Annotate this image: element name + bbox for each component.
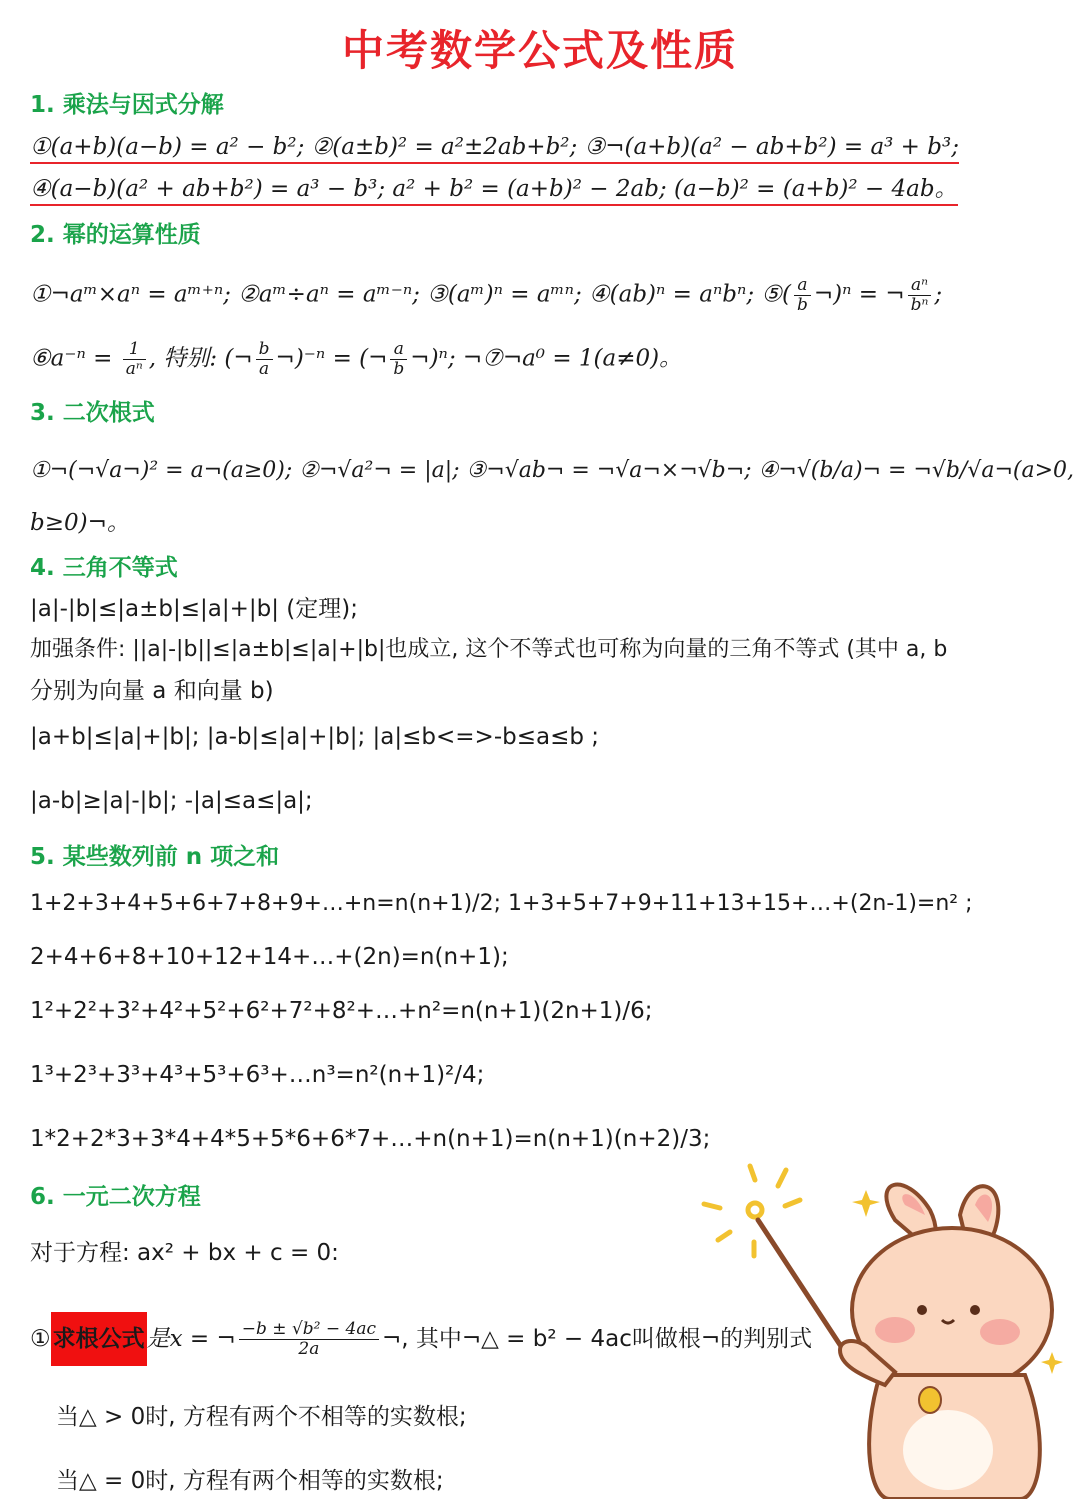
formula-text: ①¬aᵐ×aⁿ = aᵐ⁺ⁿ; ②aᵐ÷aⁿ = aᵐ⁻ⁿ; ③(aᵐ)ⁿ = aᵐⁿ; ④(ab)ⁿ = aⁿbⁿ; ⑤( — [30, 281, 791, 308]
page-title: 中考数学公式及性质 — [341, 26, 738, 75]
section-4-line-2: 加强条件: ||a|-|b||≤|a±b|≤|a|+|b|也成立, 这个不等式也可称为向量的三角不等式 (其中 a, b — [30, 637, 948, 662]
section-2-heading: 2. 幂的运算性质 — [30, 222, 201, 248]
section-1-heading: 1. 乘法与因式分解 — [30, 92, 224, 118]
formula-text: ⑥a⁻ⁿ = — [30, 345, 120, 372]
section-4-line-1: |a|-|b|≤|a±b|≤|a|+|b| (定理); — [30, 596, 358, 622]
formula-text: , 特别: (¬ — [148, 345, 253, 372]
section-6-heading: 6. 一元二次方程 — [30, 1184, 201, 1210]
fraction: $\frac{1}{\text{aⁿ}}$ — [123, 340, 146, 379]
formula-text: ; — [934, 281, 943, 308]
formula-text: ¬)ⁿ; ¬⑦¬a⁰ = 1(a≠0)。 — [410, 345, 683, 372]
formula-text: ①(a+b)(a−b) = a² − b²; ②(a±b)² = a²±2ab+b²; ③¬(a+b)(a² − ab+b²) = a³ + b³; — [30, 134, 959, 164]
section-5-line-4: 1³+2³+3³+4³+5³+6³+…n³=n²(n+1)²/4; — [30, 1062, 485, 1088]
quadratic-formula-fraction: $\frac{\text{−b ± √b² − 4ac}}{2a}$ — [239, 1320, 379, 1359]
section-2-line-2 — [30, 340, 682, 379]
fraction: $\frac{a}{b}$ — [794, 276, 811, 315]
formula-text: ④(a−b)(a² + ab+b²) = a³ − b³; a² + b² = (a+b)² − 2ab; (a−b)² = (a+b)² − 4ab。 — [30, 176, 958, 206]
highlight-label: 求根公式 — [51, 1312, 147, 1366]
section-4-line-5: |a-b|≥|a|-|b|; -|a|≤a≤|a|; — [30, 788, 313, 814]
fraction: $\frac{b}{a}$ — [256, 340, 273, 379]
section-3-heading: 3. 二次根式 — [30, 400, 155, 426]
pointer-stick — [758, 1220, 850, 1360]
section-5-line-5: 1*2+2*3+3*4+4*5+5*6+6*7+…+n(n+1)=n(n+1)(n+2)/3; — [30, 1126, 711, 1152]
section-6-line-4: 当△ = 0时, 方程有两个相等的实数根; — [56, 1468, 444, 1494]
section-6-line-3: 当△ > 0时, 方程有两个不相等的实数根; — [56, 1404, 467, 1430]
section-1-line-2 — [30, 174, 958, 204]
section-6-line-1: 对于方程: ax² + bx + c = 0: — [30, 1240, 339, 1266]
formula-text: 是x = ¬ — [146, 1326, 236, 1352]
section-4-line-3: 分别为向量 a 和向量 b) — [30, 678, 274, 704]
bunny-mascot-illustration — [690, 1160, 1080, 1499]
section-1-line-1 — [30, 132, 959, 162]
formula-text: ¬, 其中¬△ = b² − 4ac叫做根¬的判别式 — [382, 1326, 813, 1352]
section-4-line-4: |a+b|≤|a|+|b|; |a-b|≤|a|+|b|; |a|≤b<=>-b≤a≤b ; — [30, 724, 600, 750]
formula-text: ¬)ⁿ = ¬ — [813, 281, 905, 308]
fraction: $\frac{a}{b}$ — [390, 340, 407, 379]
section-5-line-2: 2+4+6+8+10+12+14+…+(2n)=n(n+1); — [30, 944, 509, 970]
section-4-heading: 4. 三角不等式 — [30, 555, 178, 581]
section-5-heading: 5. 某些数列前 n 项之和 — [30, 844, 280, 870]
section-2-line-1 — [30, 276, 942, 315]
formula-text: ① — [30, 1326, 51, 1352]
section-5-line-3: 1²+2²+3²+4²+5²+6²+7²+8²+…+n²=n(n+1)(2n+1)/6; — [30, 998, 653, 1024]
section-3-line-1: ①¬(¬√a¬)² = a¬(a≥0); ②¬√a²¬ = |a|; ③¬√ab¬ = ¬√a¬×¬√b¬; ④¬√(b/a)¬ = ¬√b/√a¬(a>0, — [30, 458, 1075, 483]
section-5-line-1: 1+2+3+4+5+6+7+8+9+…+n=n(n+1)/2; 1+3+5+7+9+11+13+15+…+(2n-1)=n² ; — [30, 891, 973, 916]
section-3-line-2: b≥0)¬。 — [30, 510, 130, 536]
sparkle-icon — [704, 1166, 800, 1256]
formula-text: ¬)⁻ⁿ = (¬ — [275, 345, 388, 372]
fraction: $\frac{\text{aⁿ}}{\text{bⁿ}}$ — [908, 276, 932, 315]
